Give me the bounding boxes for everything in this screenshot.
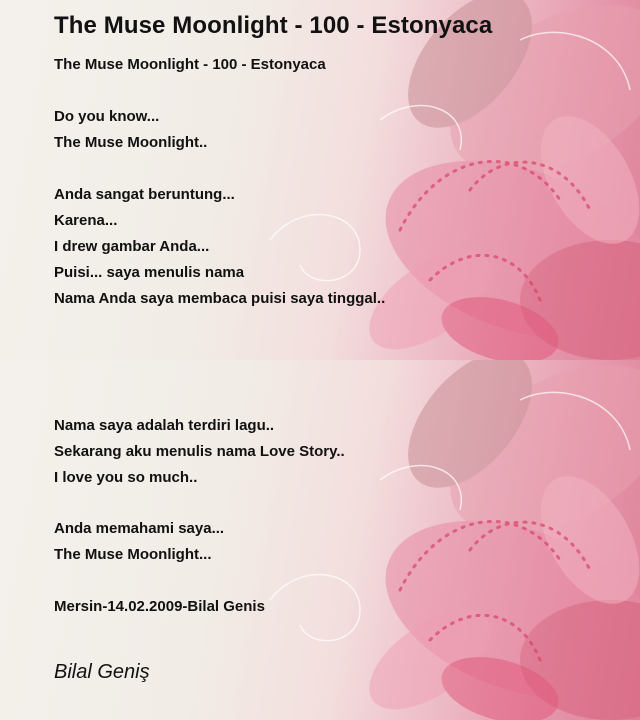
poem-line: Do you know... (54, 108, 160, 125)
poem-line: I love you so much.. (54, 469, 198, 486)
poem-title: The Muse Moonlight - 100 - Estonyaca (54, 12, 493, 39)
poem-line: Sekarang aku menulis nama Love Story.. (54, 443, 345, 460)
poem-line: The Muse Moonlight.. (54, 134, 208, 151)
poem-subtitle: The Muse Moonlight - 100 - Estonyaca (54, 56, 326, 73)
poem-line: The Muse Moonlight... (54, 546, 212, 563)
poem-line: Karena... (54, 212, 118, 229)
poem-line: Anda memahami saya... (54, 520, 225, 537)
poem-line: I drew gambar Anda... (54, 238, 210, 255)
poem-line: Nama saya adalah terdiri lagu.. (54, 417, 275, 434)
poem-line: Anda sangat beruntung... (54, 186, 235, 203)
poem-line: Puisi... saya menulis nama (54, 264, 245, 281)
author-signature: Bilal Geniş (54, 661, 150, 683)
poem-line: Nama Anda saya membaca puisi saya tinggal.. (54, 290, 386, 307)
poem-dateline: Mersin-14.02.2009-Bilal Genis (54, 598, 265, 615)
